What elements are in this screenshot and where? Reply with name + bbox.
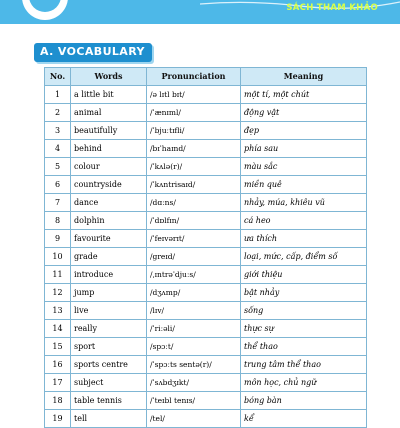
vocabulary-table [44, 67, 367, 428]
row-meaning: màu sắc [241, 158, 367, 176]
row-word: beautifully [71, 122, 147, 140]
row-number: 16 [45, 356, 71, 374]
row-number: 11 [45, 266, 71, 284]
row-word: subject [71, 374, 147, 392]
row-pronunciation: /ˈænɪml/ [147, 104, 241, 122]
row-pronunciation: /ˈkʌlə(r)/ [147, 158, 241, 176]
row-meaning: giới thiệu [241, 266, 367, 284]
table-row [45, 320, 367, 338]
section-title-tag [34, 43, 152, 62]
row-number: 8 [45, 212, 71, 230]
table-row [45, 104, 367, 122]
row-meaning: sống [241, 302, 367, 320]
row-number: 9 [45, 230, 71, 248]
row-pronunciation: /ˌɪntrəˈdjuːs/ [147, 266, 241, 284]
row-pronunciation: /ˈdɒlfɪn/ [147, 212, 241, 230]
table-row [45, 158, 367, 176]
row-word: grade [71, 248, 147, 266]
row-word: jump [71, 284, 147, 302]
row-pronunciation: /greɪd/ [147, 248, 241, 266]
row-number: 1 [45, 86, 71, 104]
row-number: 6 [45, 176, 71, 194]
row-word: countryside [71, 176, 147, 194]
row-word: dance [71, 194, 147, 212]
row-number: 13 [45, 302, 71, 320]
row-word: live [71, 302, 147, 320]
row-word: animal [71, 104, 147, 122]
row-meaning: loại, mức, cấp, điểm số [241, 248, 367, 266]
row-pronunciation: /ˈfeɪvərɪt/ [147, 230, 241, 248]
row-meaning: đẹp [241, 122, 367, 140]
row-meaning: một tí, một chút [241, 86, 367, 104]
row-pronunciation: /bɪˈhaɪnd/ [147, 140, 241, 158]
row-pronunciation: /ə lɪtl bɪt/ [147, 86, 241, 104]
table-row [45, 176, 367, 194]
table-row [45, 266, 367, 284]
header-label: SÁCH THAM KHẢO [286, 3, 378, 13]
row-number: 3 [45, 122, 71, 140]
row-word: tell [71, 410, 147, 428]
row-pronunciation: /dɑːns/ [147, 194, 241, 212]
row-number: 17 [45, 374, 71, 392]
row-number: 4 [45, 140, 71, 158]
row-pronunciation: /ˈteɪbl tenɪs/ [147, 392, 241, 410]
row-meaning: miền quê [241, 176, 367, 194]
row-pronunciation: /ˈriːəli/ [147, 320, 241, 338]
table-row [45, 122, 367, 140]
row-word: a little bit [71, 86, 147, 104]
table-row [45, 374, 367, 392]
table-row [45, 230, 367, 248]
row-pronunciation: /ˈkʌntrisaɪd/ [147, 176, 241, 194]
row-pronunciation: /tel/ [147, 410, 241, 428]
row-meaning: bật nhảy [241, 284, 367, 302]
row-meaning: môn học, chủ ngữ [241, 374, 367, 392]
header-no: No. [45, 68, 71, 86]
row-word: dolphin [71, 212, 147, 230]
table-row [45, 392, 367, 410]
row-meaning: phía sau [241, 140, 367, 158]
table-row [45, 248, 367, 266]
table-row [45, 140, 367, 158]
table-row [45, 302, 367, 320]
row-word: favourite [71, 230, 147, 248]
row-number: 19 [45, 410, 71, 428]
row-meaning: thực sự [241, 320, 367, 338]
table-row [45, 338, 367, 356]
row-number: 18 [45, 392, 71, 410]
header-meaning: Meaning [241, 68, 367, 86]
row-meaning: kể [241, 410, 367, 428]
section-title: A. VOCABULARY [40, 45, 145, 58]
row-number: 7 [45, 194, 71, 212]
top-banner [0, 0, 400, 24]
row-number: 14 [45, 320, 71, 338]
table-row [45, 194, 367, 212]
row-word: introduce [71, 266, 147, 284]
table-row [45, 284, 367, 302]
row-meaning: ưa thích [241, 230, 367, 248]
row-pronunciation: /spɔːt/ [147, 338, 241, 356]
row-pronunciation: /dʒʌmp/ [147, 284, 241, 302]
header-pronunciation: Pronunciation [147, 68, 241, 86]
row-number: 10 [45, 248, 71, 266]
row-meaning: bóng bàn [241, 392, 367, 410]
row-pronunciation: /ˈbjuːtɪfli/ [147, 122, 241, 140]
row-meaning: trung tâm thể thao [241, 356, 367, 374]
row-meaning: thể thao [241, 338, 367, 356]
row-word: sport [71, 338, 147, 356]
row-word: table tennis [71, 392, 147, 410]
row-meaning: cá heo [241, 212, 367, 230]
table-row [45, 410, 367, 428]
table-header-row [45, 68, 367, 86]
row-word: really [71, 320, 147, 338]
table-body [45, 86, 367, 428]
table-row [45, 356, 367, 374]
row-word: behind [71, 140, 147, 158]
row-number: 2 [45, 104, 71, 122]
header-words: Words [71, 68, 147, 86]
table-row [45, 212, 367, 230]
row-meaning: nhảy, múa, khiêu vũ [241, 194, 367, 212]
row-number: 5 [45, 158, 71, 176]
table-row [45, 86, 367, 104]
row-number: 15 [45, 338, 71, 356]
row-pronunciation: /ˈspɔːts sentə(r)/ [147, 356, 241, 374]
row-number: 12 [45, 284, 71, 302]
row-word: colour [71, 158, 147, 176]
row-pronunciation: /ˈsʌbdʒɪkt/ [147, 374, 241, 392]
row-word: sports centre [71, 356, 147, 374]
row-meaning: động vật [241, 104, 367, 122]
row-pronunciation: /lɪv/ [147, 302, 241, 320]
